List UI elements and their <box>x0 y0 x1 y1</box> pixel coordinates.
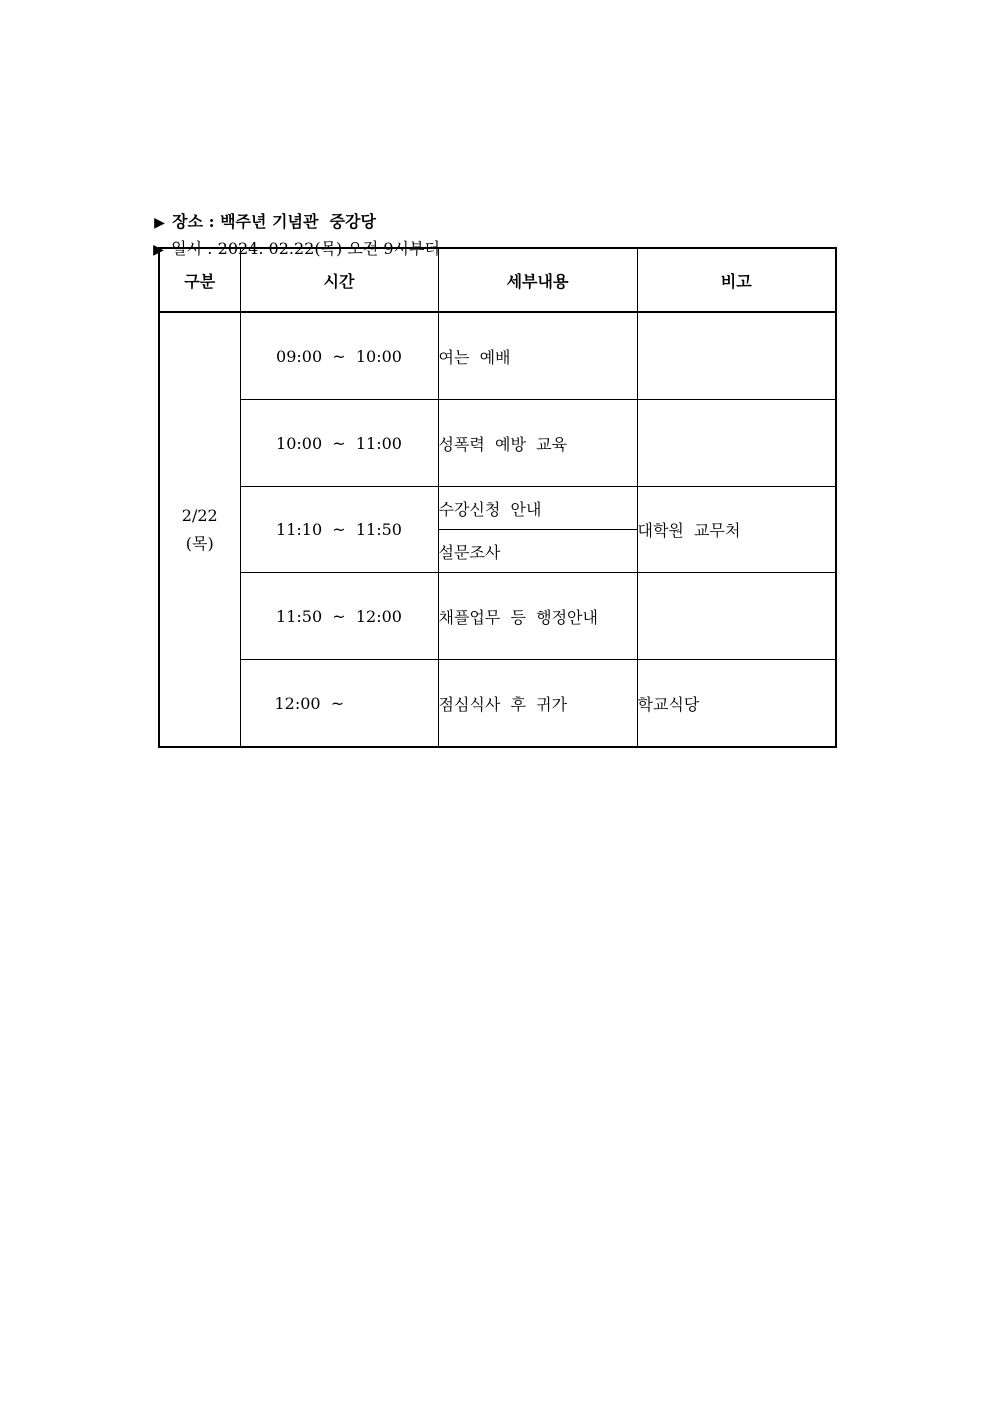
table-row <box>159 312 836 400</box>
time-cell: 11:50 ~ 12:00 <box>240 573 438 660</box>
info-place-text: 장소 : 백주년 기념관 중강당 <box>172 212 376 231</box>
note-cell <box>637 312 836 400</box>
detail-cell: 설문조사 <box>438 530 637 573</box>
header-note: 비고 <box>637 248 836 312</box>
schedule-table <box>158 247 837 748</box>
time-cell: 10:00 ~ 11:00 <box>240 400 438 487</box>
info-date-text: 일시 : 2024. 02.22(목) 오전 9시부터 <box>171 239 440 258</box>
time-cell: 09:00 ~ 10:00 <box>240 312 438 400</box>
note-cell: 학교식당 <box>637 660 836 748</box>
table-row <box>159 573 836 660</box>
table-row <box>159 660 836 748</box>
detail-cell: 성폭력 예방 교육 <box>438 400 637 487</box>
time-cell: 12:00 ~ <box>240 660 438 748</box>
note-cell: 대학원 교무처 <box>637 487 836 573</box>
header-time: 시간 <box>240 248 438 312</box>
date-weekday: (목) <box>185 533 214 553</box>
detail-cell: 여는 예배 <box>438 312 637 400</box>
header-detail: 세부내용 <box>438 248 637 312</box>
note-cell <box>637 573 836 660</box>
detail-cell: 점심식사 후 귀가 <box>438 660 637 748</box>
table-row <box>159 400 836 487</box>
table-header-row <box>159 248 836 312</box>
detail-cell: 수강신청 안내 <box>438 487 637 530</box>
header-category: 구분 <box>159 248 240 312</box>
table-row <box>159 487 836 530</box>
note-cell <box>637 400 836 487</box>
date-day: 2/22 <box>181 505 218 525</box>
detail-cell: 채플업무 등 행정안내 <box>438 573 637 660</box>
bullet-triangle-icon: ▶ <box>154 215 165 231</box>
bullet-triangle-icon: ▶ <box>153 242 164 258</box>
date-cell <box>159 312 240 747</box>
time-cell: 11:10 ~ 11:50 <box>240 487 438 573</box>
